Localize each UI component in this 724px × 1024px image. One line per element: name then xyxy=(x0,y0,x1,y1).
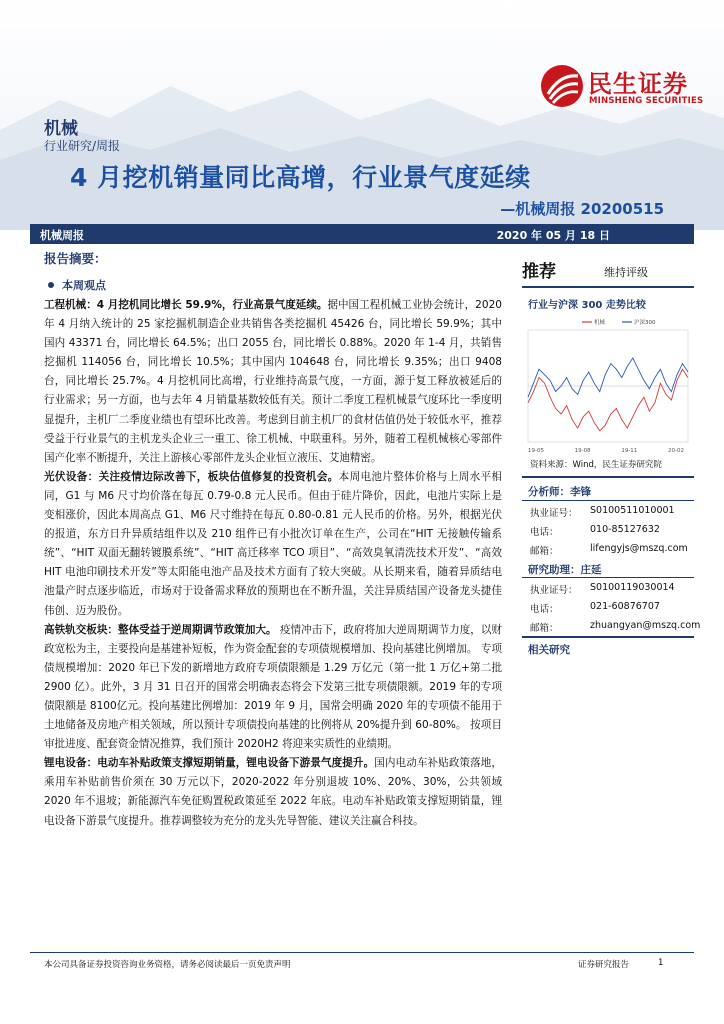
analyst-heading xyxy=(528,484,591,499)
minsheng-emblem-icon xyxy=(540,64,584,108)
paragraph-lithium xyxy=(44,754,502,830)
paragraph-construction xyxy=(44,296,502,468)
divider xyxy=(522,500,694,501)
paragraph-text: 国内电动车补贴政策落地，乘用车补贴前售价须在 30 万元以下，2020-2022 年分别退坡 10%、20%、30%，公共领域 2020 年不退坡；新能源汽车免征购置税政策延至 2022 年底。电动车补贴政策支撑短期销量，锂电设备下游景气度提升。推荐调整较为充分的龙头先导智能、建议关注赢合科技。 xyxy=(44,757,502,827)
email-link[interactable]: lifengyjs@mszq.com xyxy=(590,543,688,554)
field-label: 执业证号： xyxy=(530,585,578,596)
trend-chart xyxy=(522,314,694,456)
assistant-label: 研究助理： xyxy=(528,564,581,576)
related-research-heading: 相关研究 xyxy=(528,644,570,656)
field-label: 邮箱： xyxy=(530,546,559,557)
abstract-body xyxy=(44,296,502,831)
paragraph-railway xyxy=(44,621,502,755)
report-type: 行业研究/周报 xyxy=(44,139,121,153)
paragraph-text: 据中国工程机械工业协会统计，2020 年 4 月纳入统计的 25 家挖掘机制造企业共销售各类挖掘机 45426 台，同比增长 59.9%；其中国内 43371 台，同比增长 64.5%；出口 2055 台，同比增长 0.88%。2020 年 1-4 月，共销售挖掘机 114056 台，同比增长 10.5%；其中国内 104648 台，同比增长 9.35%；出口 9408 台，同比增长 25.7%。4 月挖机同比高增，行业维持高景气度，一方面，源于复工释放被延后的行业需求；另一方面，也与去年 4 月销量基数较低有关。预计二季度工程机械景气度环比一季度明显提升，主机厂二季度业绩也有望环比改善。考虑到目前主机厂的食材估值仍处于较低水平，推荐受益于行业景气的主机龙头企业三一重工、徐工机械、中联重科。另外，随着工程机械核心零部件国产化率不断提升，关注上游核心零部件龙头企业恒立液压、艾迪精密。 xyxy=(44,299,503,464)
field-value: 010-85127632 xyxy=(590,524,660,535)
divider xyxy=(522,577,694,578)
paragraph-lead: 光伏设备：关注疫情边际改善下，板块估值修复的投资机会。 xyxy=(44,470,339,483)
field-label: 电话： xyxy=(530,604,559,615)
field-value: 021-60876707 xyxy=(590,601,660,612)
footer-disclaimer: 本公司具备证券投资咨询业务资格，请务必阅读最后一页免责声明 xyxy=(44,960,291,970)
minsheng-logo xyxy=(540,62,704,114)
email-link[interactable]: zhuangyan@mszq.com xyxy=(590,620,701,631)
field-value: S0100119030014 xyxy=(590,582,675,593)
legend-label: 沪深300 xyxy=(634,320,656,326)
chart-source: 资料来源：Wind，民生证券研究院 xyxy=(530,460,662,470)
assistant-heading xyxy=(528,562,602,577)
analyst-label: 分析师： xyxy=(528,486,570,498)
band-report-name: 机械周报 xyxy=(40,229,84,242)
paragraph-text: 疫情冲击下，政府将加大逆周期调节力度，以财政宽松为主，主要投向是基建补短板，作为资金配套的专项债规模增加、投向基建比例增加。 专项债规模增加：2020 年已下发的新增地方政府专项债限额是 1.29 万亿元（第一批 1 万亿+第二批 2900 亿）。此外，3 月 31 日召开的国常会明确表态将会下发第三批专项债限额。2019 年的专项债限额是 8100亿元。投向基建比例增加：2019 年 9 月，国常会明确 2020 年的专项债不能用于土地储备及房地产相关领域，所以预计专项债投向基建的比例将从 20%提升到 60-80%。 按项目审批进度、配套资金情况推算，我们预计 2020H2 将迎来实质性的业绩期。 xyxy=(44,623,502,751)
abstract-heading: 报告摘要： xyxy=(44,251,107,266)
divider xyxy=(522,476,694,478)
legend-label: 机械 xyxy=(594,320,606,326)
field-label: 邮箱： xyxy=(530,623,559,634)
report-title: 4 月挖机销量同比高增，行业景气度延续 xyxy=(70,163,531,192)
brand-name-en: MINSHENG SECURITIES xyxy=(589,96,704,106)
field-label: 电话： xyxy=(530,527,559,538)
recommendation: 推荐 xyxy=(522,262,556,282)
assistant-license xyxy=(530,582,675,596)
assistant-email[interactable] xyxy=(530,620,701,634)
rating: 维持评级 xyxy=(604,266,648,279)
paragraph-photovoltaic xyxy=(44,468,502,621)
x-tick-label: 19-08 xyxy=(574,448,591,454)
analyst-email[interactable] xyxy=(530,543,688,557)
assistant-phone xyxy=(530,601,660,615)
industry-label: 机械 xyxy=(44,119,78,139)
page-number: 1 xyxy=(658,958,664,968)
analyst-license xyxy=(530,505,675,519)
header-mountain-background xyxy=(0,0,724,230)
divider xyxy=(522,636,694,638)
band-date: 2020 年 05 月 18 日 xyxy=(496,229,610,242)
report-subtitle: —机械周报 20200515 xyxy=(500,200,664,218)
section-label: 本周观点 xyxy=(62,279,106,292)
bullet-icon xyxy=(48,282,54,288)
footer-divider xyxy=(30,952,694,953)
paragraph-lead: 锂电设备：电动车补贴政策支撑短期销量，锂电设备下游景气度提升。 xyxy=(44,757,375,770)
x-tick-label: 20-02 xyxy=(668,448,684,454)
analyst-phone xyxy=(530,524,660,538)
paragraph-lead: 高铁轨交板块：整体受益于逆周期调节政策加大。 xyxy=(44,623,277,636)
chart-title: 行业与沪深 300 走势比较 xyxy=(528,300,646,311)
field-label: 执业证号： xyxy=(530,508,578,519)
x-tick-label: 19-05 xyxy=(528,448,544,454)
section-heading xyxy=(48,277,106,293)
divider xyxy=(522,286,694,288)
paragraph-text: 本周电池片整体价格与上周水平相同，G1 与 M6 尺寸均价落在每瓦 0.79-0.8 元人民币。但由于硅片降价，因此，电池片实际上是变相涨价，因此本周高点 G1、M6 尺寸维持在每瓦 0.80-0.81 元人民币的价格。另外，根据光伏的报道，东方日升异质结组件以及 210 组件已有小批次订单在生产，公司在“HIT 无接触传输系统”、“HIT 双面无翻转镀膜系统”、“HIT 高迁移率 TCO 项目”、“高效臭氧清洗技术开发”、“高效 HIT 电池印刷技术开发”等太阳能电池产品及技术方面有了较大突破。从长期来看，随着异质结电池量产时点逐步临近，市场对于设备需求释放的预期也在不断升温，关注异质结国产设备龙头捷佳伟创、迈为股份。 xyxy=(44,470,502,617)
assistant-name: 庄延 xyxy=(580,564,602,576)
field-value: S0100511010001 xyxy=(590,505,675,516)
header-band xyxy=(30,224,694,244)
paragraph-lead: 工程机械：4 月挖机同比增长 59.9%，行业高景气度延续。 xyxy=(44,299,328,311)
footer-label: 证券研究报告 xyxy=(578,960,630,970)
brand-name-cn: 民生证券 xyxy=(588,70,688,98)
x-tick-label: 19-11 xyxy=(621,448,638,454)
analyst-name: 李锋 xyxy=(570,486,591,498)
